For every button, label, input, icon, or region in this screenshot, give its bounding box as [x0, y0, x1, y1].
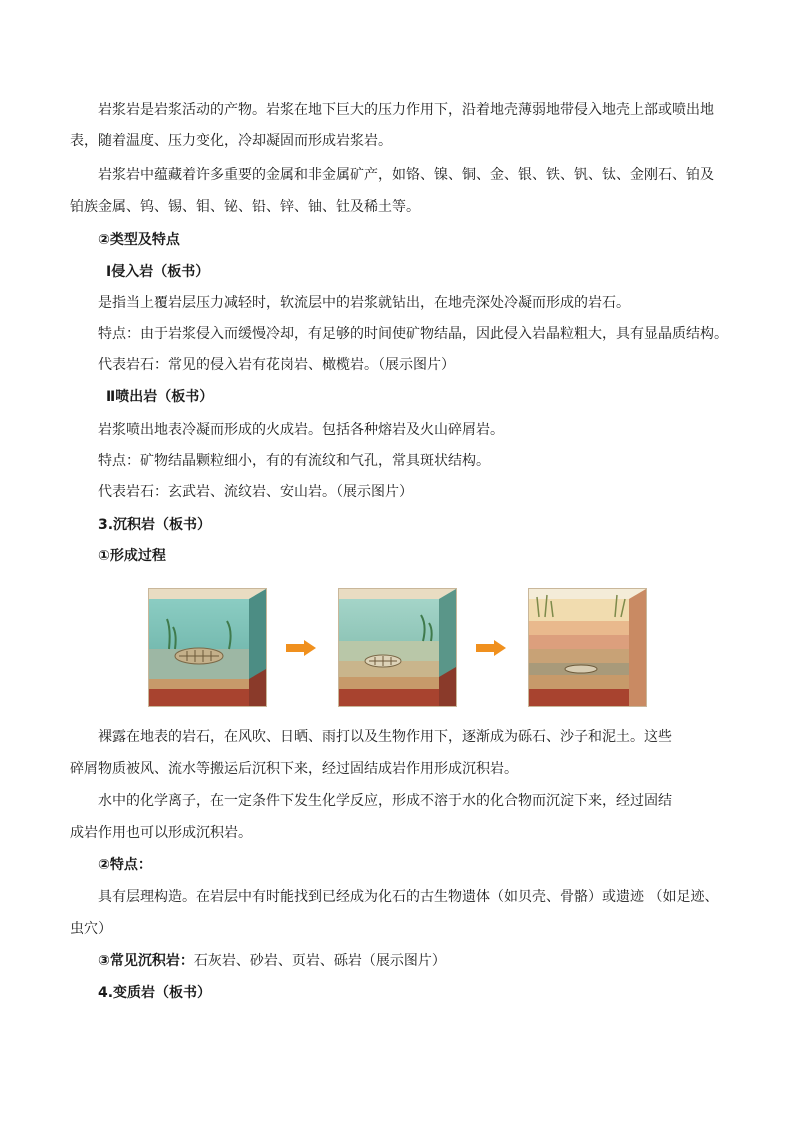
common-sedimentary-rocks	[98, 951, 446, 971]
formation-stage-3-image	[528, 588, 647, 707]
heading-extrusive-rock: Ⅱ喷出岩（板书）	[106, 389, 214, 405]
para-magmatic-rock-line1: 岩浆岩是岩浆活动的产物。岩浆在地下巨大的压力作用下，沿着地壳薄弱地带侵入地壳上部或喷出地	[98, 102, 714, 118]
heading-sedimentary-features: ②特点：	[98, 857, 152, 873]
heading-sedimentary-rock: 3.沉积岩（板书）	[98, 517, 212, 533]
para-intrusive-features: 特点：由于岩浆侵入而缓慢冷却，有足够的时间使矿物结晶，因此侵入岩晶粒粗大，具有显晶质结构。	[98, 326, 728, 342]
para-minerals-line1: 岩浆岩中蕴藏着许多重要的金属和非金属矿产，如铬、镍、铜、金、银、铁、钒、钛、金刚石、铂及	[98, 167, 714, 183]
para-magmatic-rock-line2: 表，随着温度、压力变化，冷却凝固而形成岩浆岩。	[70, 133, 392, 149]
para-intrusive-examples: 代表岩石：常见的侵入岩有花岗岩、橄榄岩。（展示图片）	[98, 357, 455, 373]
para-minerals-line2: 铂族金属、钨、锡、钼、铋、铅、锌、铀、钍及稀土等。	[70, 199, 420, 215]
para-extrusive-features: 特点：矿物结晶颗粒细小，有的有流纹和气孔，常具斑状结构。	[98, 453, 490, 469]
para-chemical-line2: 成岩作用也可以形成沉积岩。	[70, 825, 252, 841]
heading-common-sedimentary: ③常见沉积岩：	[98, 953, 194, 969]
fossil-formation-figure	[148, 588, 648, 706]
para-chemical-line1: 水中的化学离子，在一定条件下发生化学反应，形成不溶于水的化合物而沉淀下来，经过固结	[98, 793, 672, 809]
para-sediment-line2: 碎屑物质被风、流水等搬运后沉积下来，经过固结成岩作用形成沉积岩。	[70, 761, 518, 777]
para-stratification-line2: 虫穴）	[70, 921, 112, 937]
heading-formation-process: ①形成过程	[98, 548, 166, 564]
para-extrusive-definition: 岩浆喷出地表冷凝而形成的火成岩。包括各种熔岩及火山碎屑岩。	[98, 422, 504, 438]
common-sedimentary-list: 石灰岩、砂岩、页岩、砾岩（展示图片）	[193, 953, 446, 969]
formation-stage-2-image	[338, 588, 457, 707]
formation-stage-1-image	[148, 588, 267, 707]
arrow-right-icon	[286, 640, 316, 656]
para-extrusive-examples: 代表岩石：玄武岩、流纹岩、安山岩。（展示图片）	[98, 484, 413, 500]
heading-metamorphic-rock: 4.变质岩（板书）	[98, 985, 212, 1001]
para-intrusive-definition: 是指当上覆岩层压力减轻时，软流层中的岩浆就钻出，在地壳深处冷凝而形成的岩石。	[98, 295, 630, 311]
arrow-right-icon	[476, 640, 506, 656]
para-stratification-line1: 具有层理构造。在岩层中有时能找到已经成为化石的古生物遗体（如贝壳、骨骼）或遗迹 （如足迹、	[98, 889, 719, 905]
heading-intrusive-rock: Ⅰ侵入岩（板书）	[106, 264, 210, 280]
heading-types-features: ②类型及特点	[98, 232, 180, 248]
para-sediment-line1: 裸露在地表的岩石，在风吹、日晒、雨打以及生物作用下，逐渐成为砾石、沙子和泥土。这些	[98, 729, 672, 745]
